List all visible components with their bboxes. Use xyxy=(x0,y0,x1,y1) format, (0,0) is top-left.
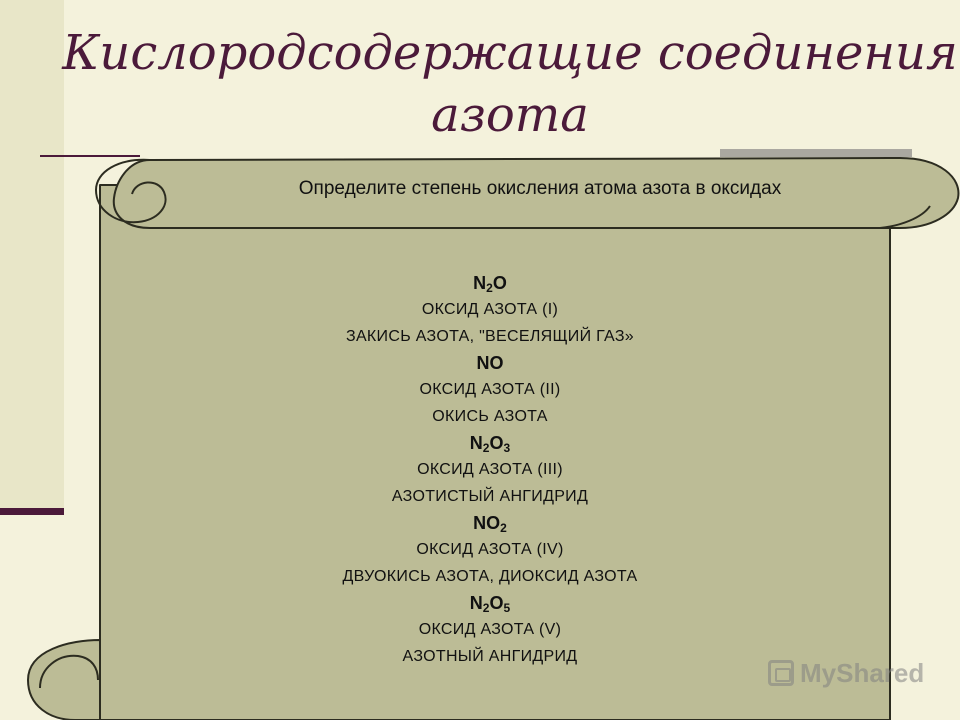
formula-subscript: 2 xyxy=(482,601,490,615)
instruction-text: Определите степень окисления атома азота в оксидах xyxy=(298,178,782,199)
oxide-name: ОКСИД АЗОТА (III) xyxy=(417,461,563,478)
formula-symbol: O xyxy=(489,593,504,613)
watermark-text: MyShared xyxy=(800,657,925,688)
oxide-alt-name: ДВУОКИСЬ АЗОТА, ДИОКСИД АЗОТА xyxy=(342,568,638,585)
formula-subscript: 2 xyxy=(500,521,507,535)
formula-symbol: NO xyxy=(476,353,504,373)
formula-subscript: 2 xyxy=(482,441,490,455)
oxide-alt-name: АЗОТИСТЫЙ АНГИДРИД xyxy=(391,488,589,505)
oxide-alt-name: ЗАКИСЬ АЗОТА, "ВЕСЕЛЯЩИЙ ГАЗ» xyxy=(346,328,634,345)
oxide-alt-name: АЗОТНЫЙ АНГИДРИД xyxy=(402,648,578,665)
formula-symbol: N xyxy=(469,433,483,453)
oxide-name: ОКСИД АЗОТА (II) xyxy=(419,381,561,398)
oxide-formula xyxy=(290,270,690,296)
oxide-formula xyxy=(290,350,690,376)
watermark xyxy=(768,655,924,691)
formula-symbol: O xyxy=(492,273,507,293)
oxide-list xyxy=(290,270,690,670)
oxide-alt-name: ОКИСЬ АЗОТА xyxy=(432,408,548,425)
oxide-name: ОКСИД АЗОТА (IV) xyxy=(416,541,564,558)
formula-symbol: N xyxy=(473,273,487,293)
formula-symbol: NO xyxy=(473,513,501,533)
myshared-logo-icon xyxy=(768,660,794,686)
formula-subscript: 2 xyxy=(486,281,493,295)
formula-subscript: 3 xyxy=(503,441,511,455)
oxide-formula xyxy=(290,430,690,456)
oxide-formula xyxy=(290,590,690,616)
formula-symbol: N xyxy=(469,593,483,613)
slide-title: Кислородсодержащие соединения азота xyxy=(62,25,958,143)
oxide-formula xyxy=(290,510,690,536)
oxide-name: ОКСИД АЗОТА (V) xyxy=(418,621,562,638)
formula-symbol: O xyxy=(489,433,504,453)
formula-subscript: 5 xyxy=(503,601,511,615)
oxide-name: ОКСИД АЗОТА (I) xyxy=(421,301,559,318)
